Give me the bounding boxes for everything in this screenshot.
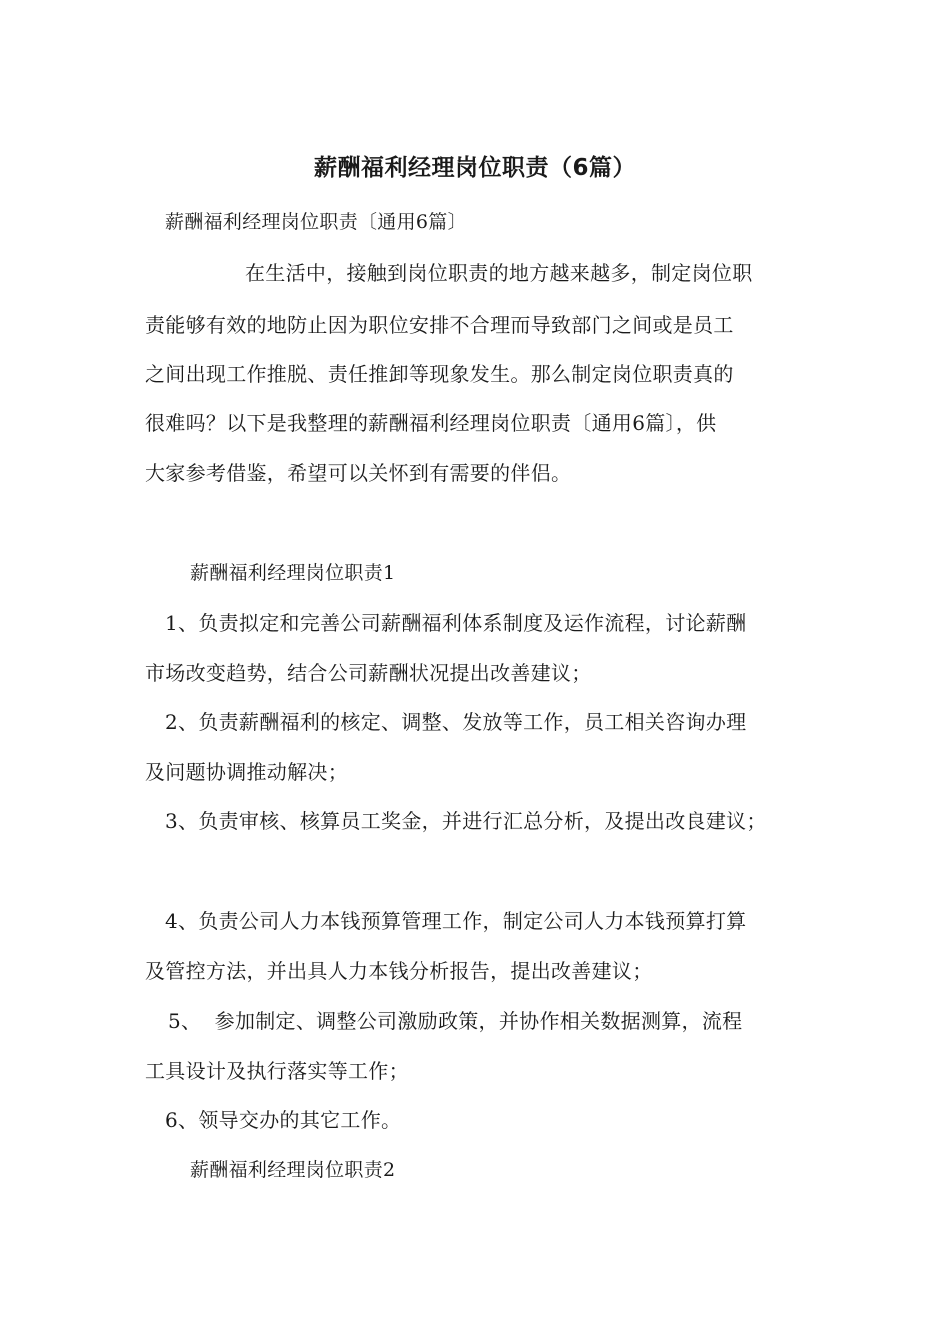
list-item: 4、负责公司人力本钱预算管理工作，制定公司人力本钱预算打算 <box>165 909 747 933</box>
list-item: 及问题协调推动解决； <box>145 760 348 784</box>
intro-line: 责能够有效的地防止因为职位安排不合理而导致部门之间或是员工 <box>145 313 734 337</box>
document-subtitle: 薪酬福利经理岗位职责〔通用6篇〕 <box>165 211 467 233</box>
section-heading-1: 薪酬福利经理岗位职责1 <box>190 562 396 584</box>
list-item: 1、负责拟定和完善公司薪酬福利体系制度及运作流程，讨论薪酬 <box>165 611 747 635</box>
list-item: 工具设计及执行落实等工作； <box>145 1059 409 1083</box>
list-item: 2、负责薪酬福利的核定、调整、发放等工作，员工相关咨询办理 <box>165 710 747 734</box>
intro-line: 很难吗？以下是我整理的薪酬福利经理岗位职责〔通用6篇〕，供 <box>145 411 717 435</box>
list-item: 5、 参加制定、调整公司激励政策，并协作相关数据测算，流程 <box>168 1009 743 1033</box>
list-item: 市场改变趋势，结合公司薪酬状况提出改善建议； <box>145 661 592 685</box>
list-item: 3、负责审核、核算员工奖金，并进行汇总分析，及提出改良建议； <box>165 809 767 833</box>
intro-line: 之间出现工作推脱、责任推卸等现象发生。那么制定岗位职责真的 <box>145 362 734 386</box>
document-title: 薪酬福利经理岗位职责（6篇） <box>313 155 636 181</box>
intro-line: 大家参考借鉴，希望可以关怀到有需要的伴侣。 <box>145 461 572 485</box>
list-item: 6、领导交办的其它工作。 <box>165 1108 402 1132</box>
list-item: 及管控方法，并出具人力本钱分析报告，提出改善建议； <box>145 959 653 983</box>
section-heading-2: 薪酬福利经理岗位职责2 <box>190 1159 396 1181</box>
intro-line: 在生活中，接触到岗位职责的地方越来越多，制定岗位职 <box>245 261 753 285</box>
